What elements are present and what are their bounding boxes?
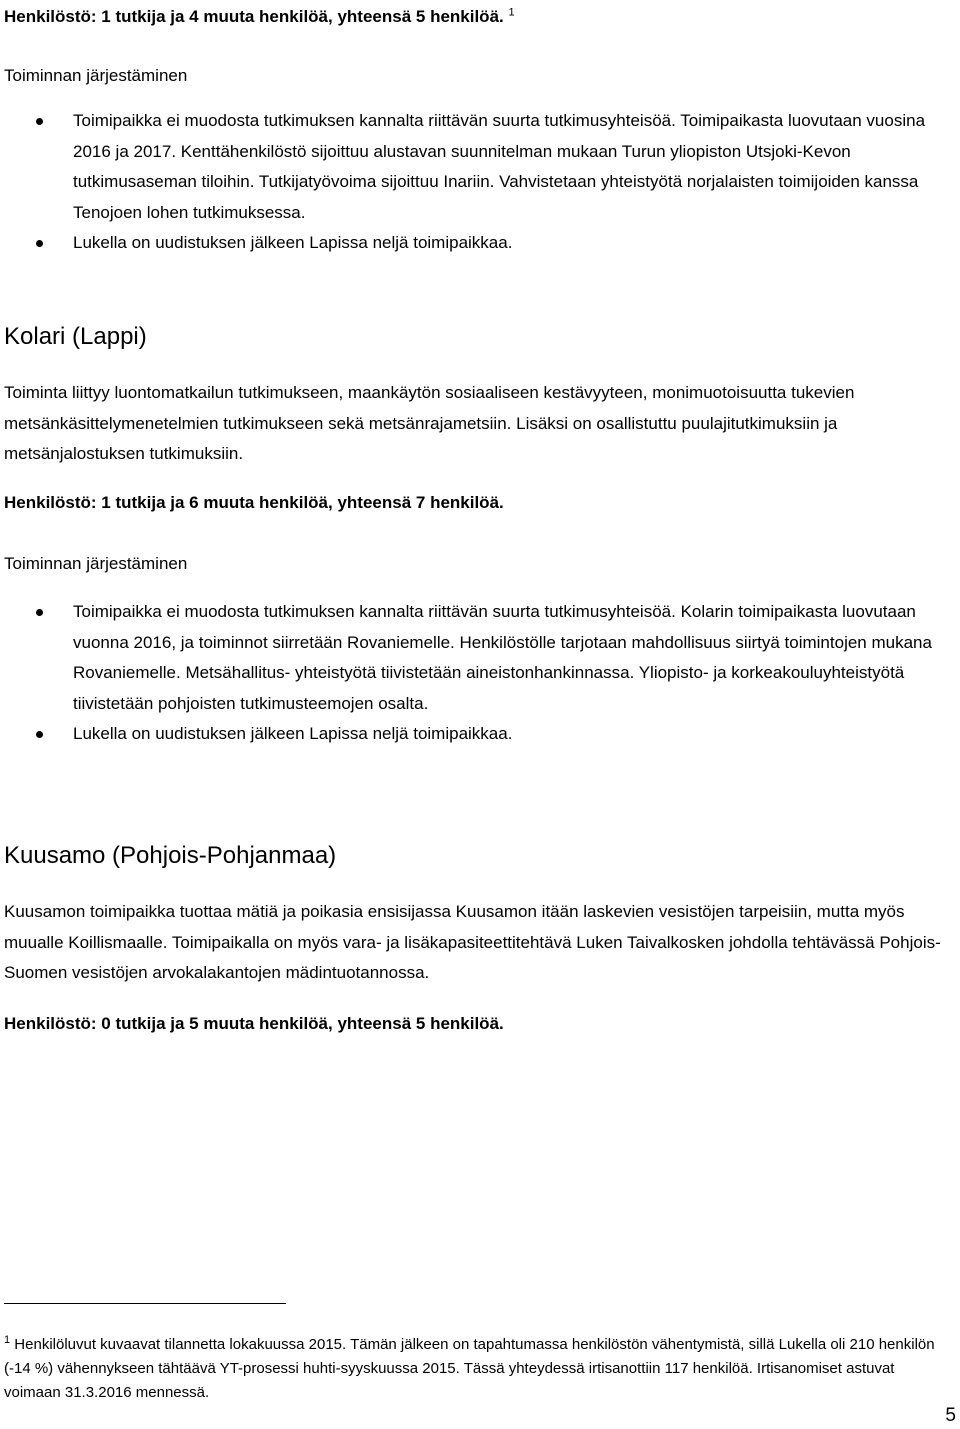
bullet-icon	[36, 240, 43, 247]
list-item	[0, 719, 953, 750]
list-item	[0, 106, 953, 228]
bullet-icon	[36, 118, 43, 125]
kolari-body: Toiminta liittyy luontomatkailun tutkimukseen, maankäytön sosiaaliseen kestävyyteen, monimuotoisuutta tukevien metsänkäsittelymenetelmien tutkimukseen sekä metsänrajametsiin. Lisäksi on osallistuttu puulajitutkimuksiin ja metsänjalostuksen tutkimuksiin.	[4, 383, 855, 463]
kolari-org-heading: Toiminnan järjestäminen	[4, 554, 188, 573]
page-number: 5	[945, 1405, 956, 1426]
section-heading-kolari: Kolari (Lappi)	[4, 323, 147, 350]
kolari-bullet-list	[0, 597, 960, 750]
bullet-icon	[36, 731, 43, 738]
staff-summary-top-text: Henkilöstö: 1 tutkija ja 4 muuta henkilöä, yhteensä 5 henkilöä.	[4, 7, 504, 26]
org-heading-top: Toiminnan järjestäminen	[4, 66, 188, 85]
list-item-text: Lukella on uudistuksen jälkeen Lapissa neljä toimipaikkaa.	[73, 233, 513, 252]
staff-summary-top	[4, 2, 954, 33]
list-item	[0, 228, 953, 259]
section-heading-kuusamo: Kuusamo (Pohjois-Pohjanmaa)	[4, 842, 337, 869]
kolari-staff-summary: Henkilöstö: 1 tutkija ja 6 muuta henkilöä, yhteensä 7 henkilöä.	[4, 493, 504, 512]
list-item-text: Lukella on uudistuksen jälkeen Lapissa neljä toimipaikkaa.	[73, 724, 513, 743]
list-item-text: Toimipaikka ei muodosta tutkimuksen kannalta riittävän suurta tutkimusyhteisöä. Kolarin toimipaikasta luovutaan vuonna 2016, ja toiminnot siirretään Rovaniemelle. Henkilöstölle tarjotaan mahdollisuus siirtyä toimintojen mukana Rovaniemelle. Metsähallitus- yhteistyötä tiivistetään aineistonhankinnassa. Yliopisto- ja korkeakouluyhteistyötä tiivistetään pohjoisten tutkimusteemojen osalta.	[73, 602, 932, 713]
bullet-icon	[36, 609, 43, 616]
kuusamo-body: Kuusamon toimipaikka tuottaa mätiä ja poikasia ensisijassa Kuusamon itään laskevien vesistöjen tarpeisiin, mutta myös muualle Koillismaalle. Toimipaikalla on myös vara- ja lisäkapasiteettitehtävä Luken Taivalkosken johdolla tehtävässä Pohjois-Suomen vesistöjen arvokalakantojen mädintuotannossa.	[4, 902, 941, 982]
top-bullet-list	[0, 106, 960, 259]
list-item	[0, 597, 953, 719]
footnote-marker: 1	[4, 1334, 11, 1346]
footnote-reference[interactable]: 1	[508, 6, 515, 19]
footnote-text: Henkilöluvut kuvaavat tilannetta lokakuussa 2015. Tämän jälkeen on tapahtumassa henkilöstön vähentymistä, sillä Lukella oli 210 henkilön (-14 %) vähennykseen tähtäävä YT-prosessi huhti-syyskuussa 2015. Tässä yhteydessä irtisanottiin 117 henkilöä. Irtisanomiset astuvat voimaan 31.3.2016 mennessä.	[4, 1336, 935, 1401]
list-item-text: Toimipaikka ei muodosta tutkimuksen kannalta riittävän suurta tutkimusyhteisöä. Toimipaikasta luovutaan vuosina 2016 ja 2017. Kenttähenkilöstö sijoittuu alustavan suunnitelman mukaan Turun yliopiston Utsjoki-Kevon tutkimusaseman tiloihin. Tutkijatyövoima sijoittuu Inariin. Vahvistetaan yhteistyötä norjalaisten toimijoiden kanssa Tenojoen lohen tutkimuksessa.	[73, 111, 926, 222]
footnote-separator	[4, 1303, 286, 1304]
footnote	[4, 1333, 954, 1405]
kuusamo-staff-summary: Henkilöstö: 0 tutkija ja 5 muuta henkilöä, yhteensä 5 henkilöä.	[4, 1014, 504, 1033]
